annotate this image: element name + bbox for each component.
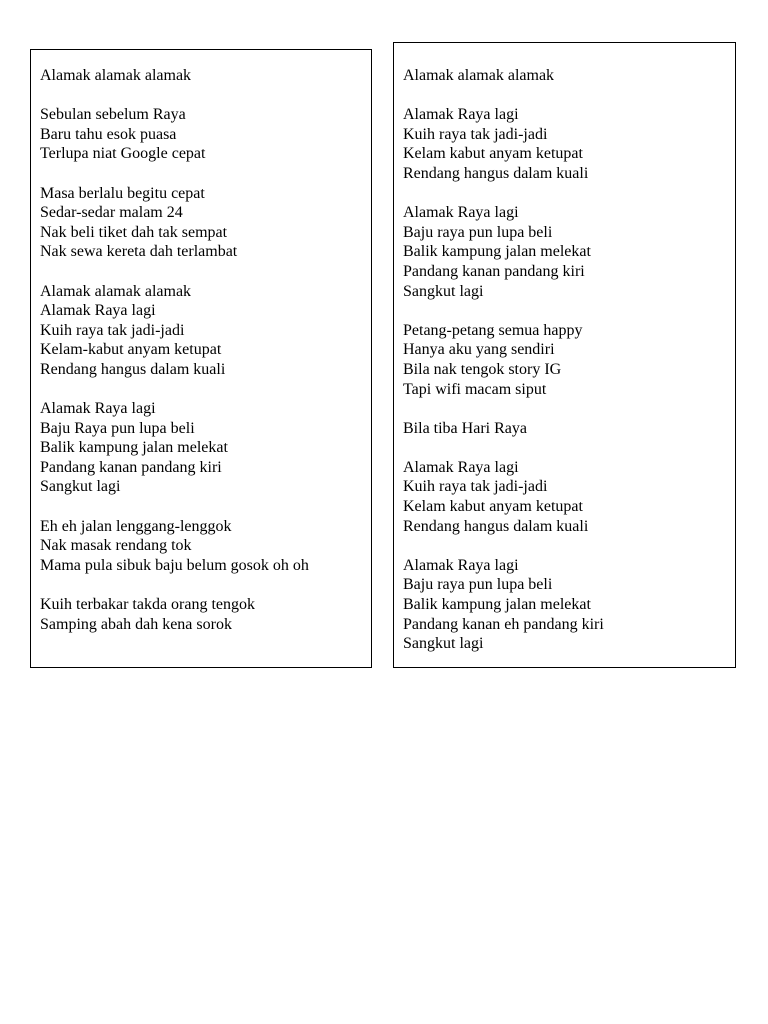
lyrics-line: Sangkut lagi xyxy=(403,282,484,300)
lyrics-line: Sangkut lagi xyxy=(40,478,121,496)
lyrics-line: Alamak Raya lagi xyxy=(40,400,156,418)
lyrics-line: Pandang kanan pandang kiri xyxy=(403,262,585,280)
lyrics-line: Terlupa niat Google cepat xyxy=(40,145,206,163)
lyrics-line: Baru tahu esok puasa xyxy=(40,125,177,143)
lyrics-line: Alamak alamak alamak xyxy=(40,282,192,300)
lyrics-stanza xyxy=(40,66,371,86)
lyrics-line: Kuih terbakar takda orang tengok xyxy=(40,596,256,614)
lyrics-line: Kelam kabut anyam ketupat xyxy=(403,145,583,163)
lyrics-line: Sangkut lagi xyxy=(403,635,484,653)
lyrics-line: Baju raya pun lupa beli xyxy=(403,223,553,241)
lyrics-stanza xyxy=(40,517,371,576)
lyrics-box-left xyxy=(30,49,372,668)
lyrics-stanza xyxy=(40,105,371,164)
lyrics-line: Masa berlalu begitu cepat xyxy=(40,184,205,202)
lyrics-line: Alamak Raya lagi xyxy=(403,458,519,476)
lyrics-line: Baju Raya pun lupa beli xyxy=(40,419,195,437)
lyrics-line: Nak masak rendang tok xyxy=(40,537,192,555)
lyrics-stanza xyxy=(403,419,735,439)
lyrics-line: Petang-petang semua happy xyxy=(403,321,583,339)
lyrics-box-right xyxy=(393,42,736,668)
lyrics-line: Kuih raya tak jadi-jadi xyxy=(40,321,185,339)
lyrics-line: Bila nak tengok story IG xyxy=(403,360,562,378)
lyrics-line: Kelam-kabut anyam ketupat xyxy=(40,341,222,359)
lyrics-line: Balik kampung jalan melekat xyxy=(40,439,228,457)
lyrics-line: Bila tiba Hari Raya xyxy=(403,419,527,437)
lyrics-line: Baju raya pun lupa beli xyxy=(403,576,553,594)
lyrics-line: Samping abah dah kena sorok xyxy=(40,615,232,633)
lyrics-line: Alamak Raya lagi xyxy=(403,556,519,574)
lyrics-line: Nak beli tiket dah tak sempat xyxy=(40,223,228,241)
lyrics-line: Rendang hangus dalam kuali xyxy=(403,517,589,535)
lyrics-line: Alamak Raya lagi xyxy=(403,106,519,124)
lyrics-line: Alamak Raya lagi xyxy=(403,204,519,222)
lyrics-line: Balik kampung jalan melekat xyxy=(403,243,591,261)
lyrics-line: Pandang kanan pandang kiri xyxy=(40,458,222,476)
lyrics-line: Balik kampung jalan melekat xyxy=(403,596,591,614)
lyrics-stanza xyxy=(403,321,735,399)
lyrics-stanza xyxy=(403,105,735,183)
lyrics-line: Sedar-sedar malam 24 xyxy=(40,204,183,222)
lyrics-line: Nak sewa kereta dah terlambat xyxy=(40,243,238,261)
lyrics-line: Sebulan sebelum Raya xyxy=(40,106,186,124)
lyrics-stanza xyxy=(40,399,371,497)
lyrics-line: Pandang kanan eh pandang kiri xyxy=(403,615,604,633)
lyrics-stanza xyxy=(403,66,735,86)
lyrics-line: Tapi wifi macam siput xyxy=(403,380,547,398)
lyrics-line: Alamak Raya lagi xyxy=(40,302,156,320)
lyrics-line: Alamak alamak alamak xyxy=(40,67,192,84)
lyrics-line: Rendang hangus dalam kuali xyxy=(40,360,226,378)
lyrics-line: Rendang hangus dalam kuali xyxy=(403,164,589,182)
lyrics-stanza xyxy=(403,556,735,654)
lyrics-line: Kuih raya tak jadi-jadi xyxy=(403,125,548,143)
lyrics-line: Alamak alamak alamak xyxy=(403,67,555,84)
lyrics-stanza xyxy=(40,282,371,380)
lyrics-line: Eh eh jalan lenggang-lenggok xyxy=(40,517,232,535)
lyrics-line: Kuih raya tak jadi-jadi xyxy=(403,478,548,496)
lyrics-stanza xyxy=(40,184,371,262)
lyrics-stanza xyxy=(40,595,371,634)
lyrics-line: Kelam kabut anyam ketupat xyxy=(403,498,583,516)
lyrics-line: Hanya aku yang sendiri xyxy=(403,341,555,359)
lyrics-stanza xyxy=(403,458,735,536)
lyrics-stanza xyxy=(403,203,735,301)
lyrics-line: Mama pula sibuk baju belum gosok oh oh xyxy=(40,556,309,574)
